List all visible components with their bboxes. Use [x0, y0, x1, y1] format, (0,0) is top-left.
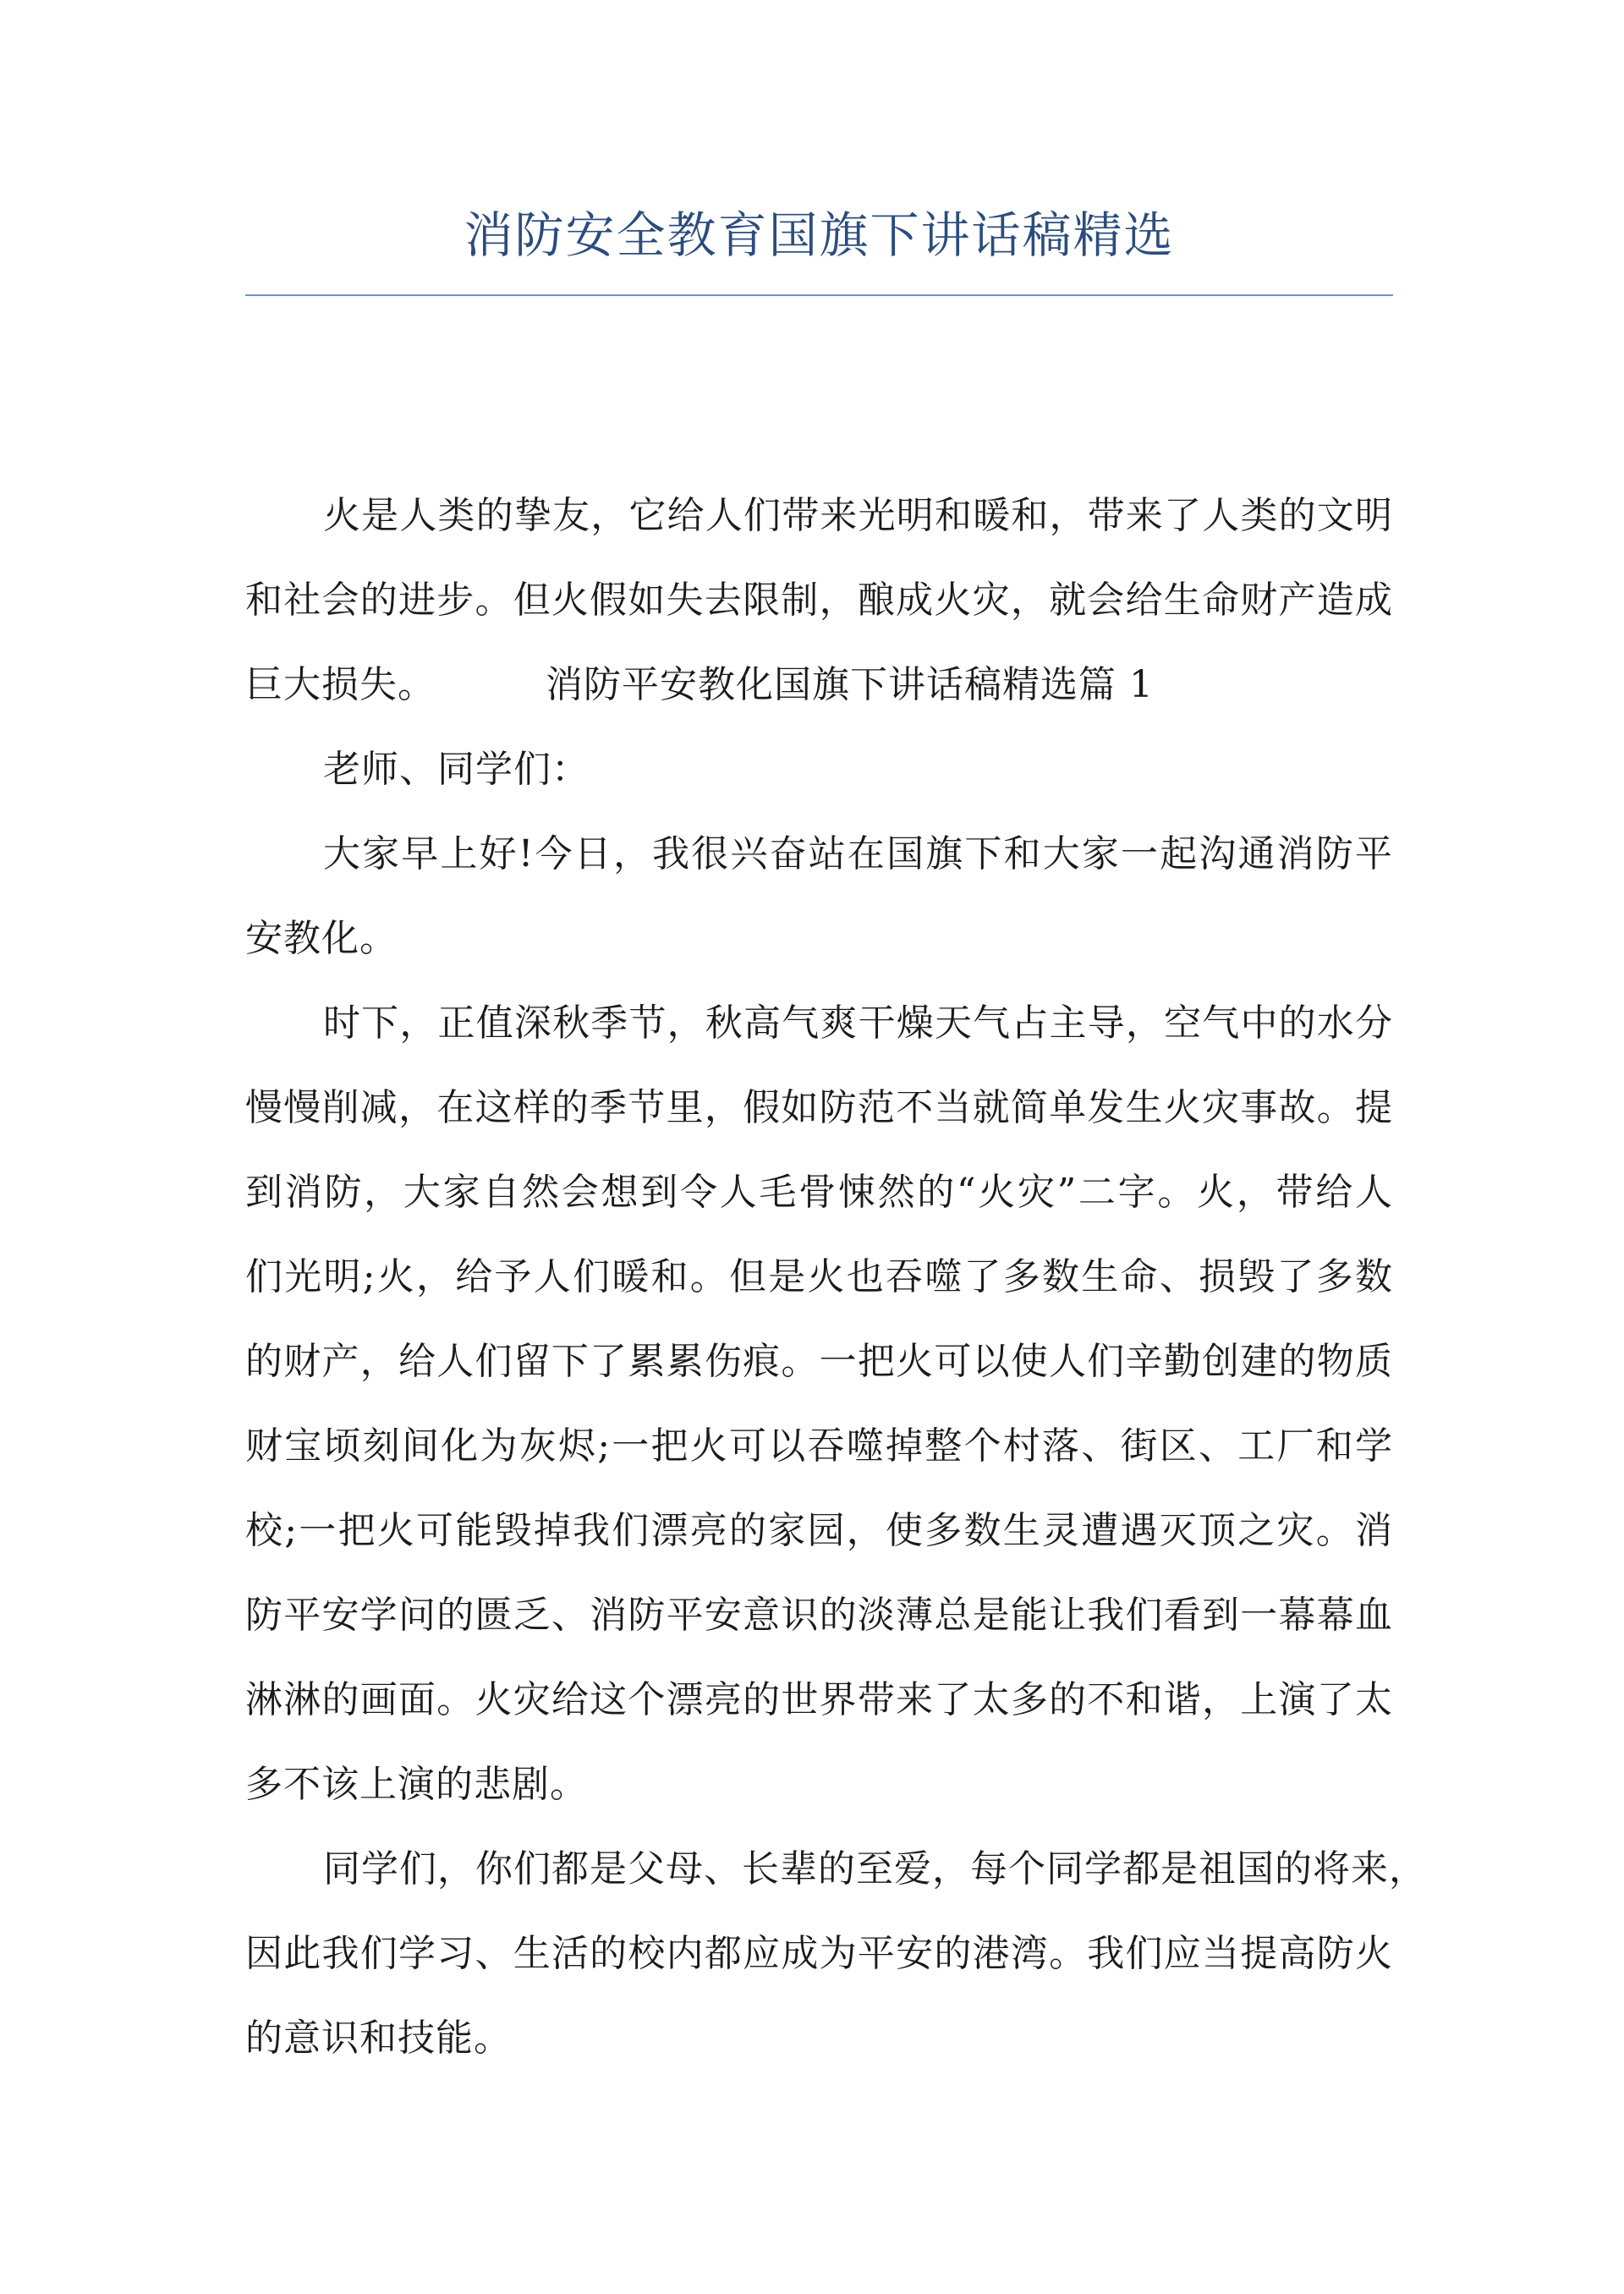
body-line: 淋淋的画面。火灾给这个漂亮的世界带来了太多的不和谐，上演了太	[245, 1678, 1393, 1721]
document-title: 消防安全教育国旗下讲话稿精选	[464, 206, 1175, 264]
body-line: 校;一把火可能毁掉我们漂亮的家园，使多数生灵遭遇灭顶之灾。消	[245, 1509, 1393, 1552]
body-line: 时下，正值深秋季节，秋高气爽干燥天气占主导，空气中的水分	[323, 1002, 1393, 1045]
body-line: 的财产，给人们留下了累累伤痕。一把火可以使人们辛勤创建的物质	[245, 1340, 1393, 1383]
body-line: 多不该上演的悲剧。	[245, 1763, 588, 1806]
body-line: 慢慢削减，在这样的季节里，假如防范不当就简单发生火灾事故。提	[245, 1086, 1393, 1129]
section-heading: 消防平安教化国旗下讲话稿精选篇 1	[546, 663, 1154, 706]
body-line: 安教化。	[245, 917, 398, 960]
salutation: 老师、同学们：	[323, 748, 590, 791]
body-line: 同学们，你们都是父母、长辈的至爱，每个同学都是祖国的将来，	[323, 1847, 1427, 1891]
document-body	[245, 474, 1427, 2081]
body-line: 大家早上好!今日，我很兴奋站在国旗下和大家一起沟通消防平	[323, 832, 1393, 875]
body-line-segment: 巨大损失。	[245, 663, 436, 706]
body-line: 防平安学问的匮乏、消防平安意识的淡薄总是能让我们看到一幕幕血	[245, 1594, 1393, 1637]
body-line: 们光明;火，给予人们暖和。但是火也吞噬了多数生命、损毁了多数	[245, 1255, 1393, 1298]
body-line: 因此我们学习、生活的校内都应成为平安的港湾。我们应当提高防火	[245, 1932, 1393, 1975]
title-underline	[245, 294, 1393, 296]
body-line: 火是人类的挚友，它给人们带来光明和暖和，带来了人类的文明	[323, 494, 1393, 537]
body-line: 的意识和技能。	[245, 2017, 512, 2060]
body-line: 到消防，大家自然会想到令人毛骨悚然的“火灾”二字。火，带给人	[245, 1171, 1393, 1214]
body-line	[245, 643, 1393, 727]
body-line: 和社会的进步。但火假如失去限制，酿成火灾，就会给生命财产造成	[245, 579, 1393, 622]
body-line: 财宝顷刻间化为灰烬;一把火可以吞噬掉整个村落、街区、工厂和学	[245, 1424, 1393, 1468]
